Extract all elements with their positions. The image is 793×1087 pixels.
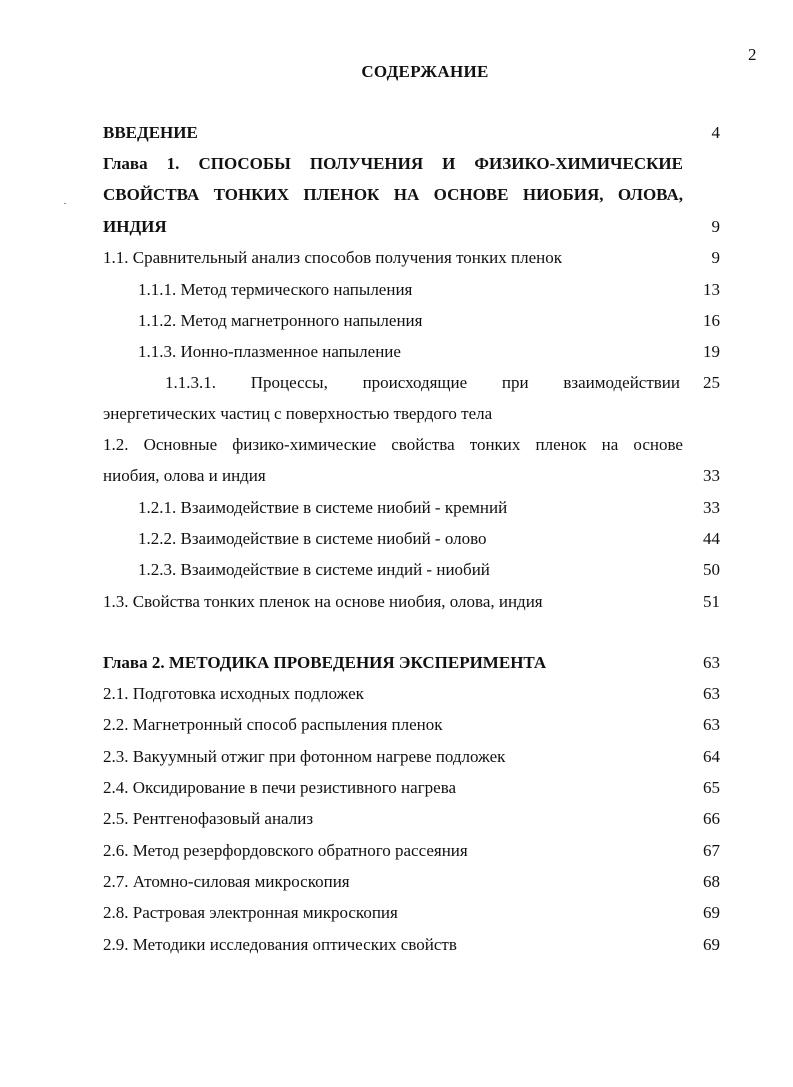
word: физико-химические [232,435,377,454]
toc-page-number: 64 [703,747,720,766]
toc-entry-title: 1.1.3. Ионно-плазменное напыление [138,342,401,361]
word: СПОСОБЫ [198,154,291,173]
toc-entry-title: 2.2. Магнетронный способ распыления пленок [103,715,443,734]
word: Процессы, [250,373,328,392]
toc-entry-title: 1.1. Сравнительный анализ способов получения тонких пленок [103,248,562,267]
toc-page-number: 63 [703,715,720,734]
toc-entry-title: 2.1. Подготовка исходных подложек [103,684,364,703]
toc-entry-line-justified [103,154,683,174]
toc-page-number: 63 [703,653,720,672]
toc-page-number: 44 [703,529,720,548]
word: происходящие [362,373,468,392]
toc-entry-title: 2.8. Растровая электронная микроскопия [103,903,398,922]
toc-page-number: 33 [703,498,720,517]
word: НИОБИЯ, [522,185,604,205]
word: 1. [166,154,180,173]
toc-page-number: 4 [711,123,720,142]
toc-page-number: 33 [703,466,720,486]
word: 1.1.3.1. [165,373,216,392]
toc-entry-title: ВВЕДЕНИЕ [103,123,198,142]
word: Основные [143,435,218,454]
word: тонких [469,435,521,454]
word: ОСНОВЕ [433,185,509,205]
page-number: 2 [748,45,757,64]
word: взаимодействии [563,373,680,392]
toc-page-number: 13 [703,280,720,299]
toc-page-number: 69 [703,935,720,954]
toc-entry-title: 1.2.3. Взаимодействие в системе индий - ниобий [138,560,490,579]
word: ТОНКИХ [213,185,289,205]
toc-page-number: 67 [703,841,720,860]
toc-page-number: 68 [703,872,720,891]
toc-entry-title: 2.6. Метод резерфордовского обратного рассеяния [103,841,468,860]
toc-page-number: 16 [703,311,720,330]
word: пленок [535,435,587,454]
word: 1.2. [103,435,129,454]
word: Глава [103,154,148,173]
toc-entry-line-justified [103,185,683,205]
word: ПОЛУЧЕНИЯ [309,154,424,173]
toc-entry-title: 2.3. Вакуумный отжиг при фотонном нагреве подложек [103,747,506,766]
toc-page-number: 25 [703,373,720,392]
toc-page-number: 66 [703,809,720,828]
toc-page-number: 19 [703,342,720,361]
toc-entry-title: 1.3. Свойства тонких пленок на основе ниобия, олова, индия [103,592,543,611]
page-title: СОДЕРЖАНИЕ [361,62,489,81]
toc-entry-title: 1.2.2. Взаимодействие в системе ниобий - олово [138,529,487,548]
word: И [442,154,456,173]
toc-page-number: 63 [703,684,720,703]
scan-speck [64,203,66,204]
toc-page-number: 9 [711,216,720,236]
toc-page-number: 9 [711,248,720,267]
toc-entry-title: 1.2.1. Взаимодействие в системе ниобий - кремний [138,498,508,517]
toc-entry-line-justified [103,435,683,455]
toc-page-number: 50 [703,560,720,579]
toc-entry-title: 2.7. Атомно-силовая микроскопия [103,872,350,891]
toc-page-number: 51 [703,592,720,611]
toc-page-number: 69 [703,903,720,922]
toc-entry-title: 1.1.2. Метод магнетронного напыления [138,311,423,330]
word: основе [633,435,683,454]
toc-entry-title: 1.1.1. Метод термического напыления [138,280,413,299]
toc-entry-title: 2.9. Методики исследования оптических свойств [103,935,457,954]
toc-page-number: 65 [703,778,720,797]
word: ПЛЕНОК [303,185,380,205]
toc-entry-title: Глава 2. МЕТОДИКА ПРОВЕДЕНИЯ ЭКСПЕРИМЕНТА [103,653,547,672]
word: ФИЗИКО-ХИМИЧЕСКИЕ [474,154,683,173]
word: при [501,373,529,392]
word: на [601,435,619,454]
toc-entry-line: ниобия, олова и индия [103,466,266,486]
toc-entry-title: 2.4. Оксидирование в печи резистивного нагрева [103,778,457,797]
toc-entry-line: ИНДИЯ [103,216,167,236]
word: НА [393,185,420,205]
toc-entry-line-justified [165,373,680,393]
word: ОЛОВА, [617,185,683,205]
word: свойства [391,435,455,454]
word: СВОЙСТВА [103,185,200,205]
toc-entry-title: 2.5. Рентгенофазовый анализ [103,809,314,828]
toc-entry-line: энергетических частиц с поверхностью твердого тела [103,404,493,424]
